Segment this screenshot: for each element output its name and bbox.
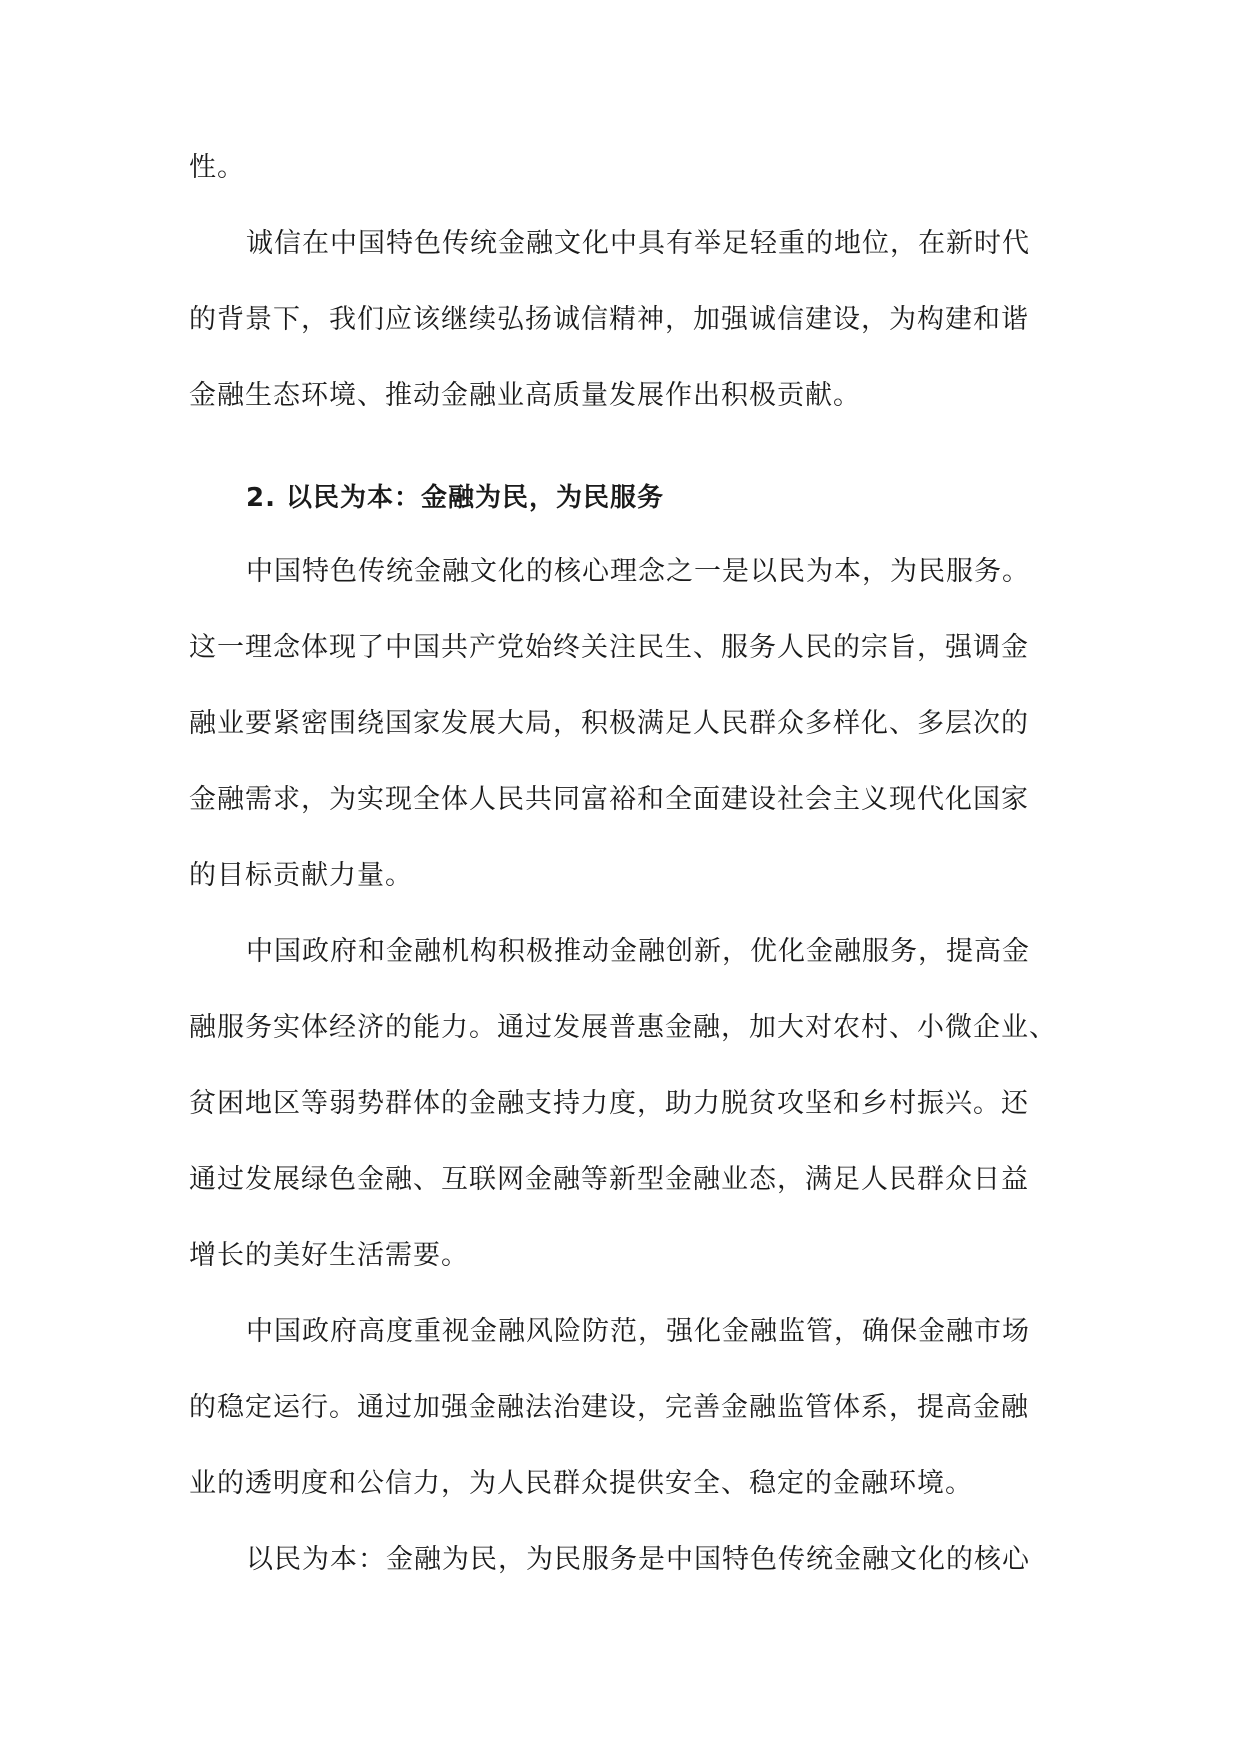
paragraph-summary-line-1: 以民为本：金融为民，为民服务是中国特色传统金融文化的核心 (246, 1544, 1030, 1575)
paragraph-integrity-line-2: 的背景下，我们应该继续弘扬诚信精神，加强诚信建设，为构建和谐 (189, 304, 1029, 335)
paragraph-people-line-1: 中国特色传统金融文化的核心理念之一是以民为本，为民服务。 (246, 556, 1030, 587)
paragraph-people-line-2: 这一理念体现了中国共产党始终关注民生、服务人民的宗旨，强调金 (189, 632, 1029, 663)
paragraph-innovation-line-2: 融服务实体经济的能力。通过发展普惠金融，加大对农村、小微企业、 (189, 1012, 1057, 1043)
paragraph-integrity-line-1: 诚信在中国特色传统金融文化中具有举足轻重的地位，在新时代 (246, 228, 1030, 259)
paragraph-innovation-line-1: 中国政府和金融机构积极推动金融创新，优化金融服务，提高金 (246, 936, 1030, 967)
paragraph-regulation-line-2: 的稳定运行。通过加强金融法治建设，完善金融监管体系，提高金融 (189, 1392, 1029, 1423)
paragraph-integrity-line-3: 金融生态环境、推动金融业高质量发展作出积极贡献。 (189, 380, 861, 411)
section-heading: 2. 以民为本：金融为民，为民服务 (246, 483, 665, 513)
paragraph-regulation-line-3: 业的透明度和公信力，为人民群众提供安全、稳定的金融环境。 (189, 1468, 973, 1499)
paragraph-continuation-line: 性。 (189, 152, 245, 183)
paragraph-people-line-4: 金融需求，为实现全体人民共同富裕和全面建设社会主义现代化国家 (189, 784, 1029, 815)
paragraph-people-line-5: 的目标贡献力量。 (189, 860, 413, 891)
paragraph-innovation-line-5: 增长的美好生活需要。 (189, 1240, 469, 1271)
paragraph-regulation-line-1: 中国政府高度重视金融风险防范，强化金融监管，确保金融市场 (246, 1316, 1030, 1347)
paragraph-people-line-3: 融业要紧密围绕国家发展大局，积极满足人民群众多样化、多层次的 (189, 708, 1029, 739)
paragraph-innovation-line-3: 贫困地区等弱势群体的金融支持力度，助力脱贫攻坚和乡村振兴。还 (189, 1088, 1029, 1119)
paragraph-innovation-line-4: 通过发展绿色金融、互联网金融等新型金融业态，满足人民群众日益 (189, 1164, 1029, 1195)
